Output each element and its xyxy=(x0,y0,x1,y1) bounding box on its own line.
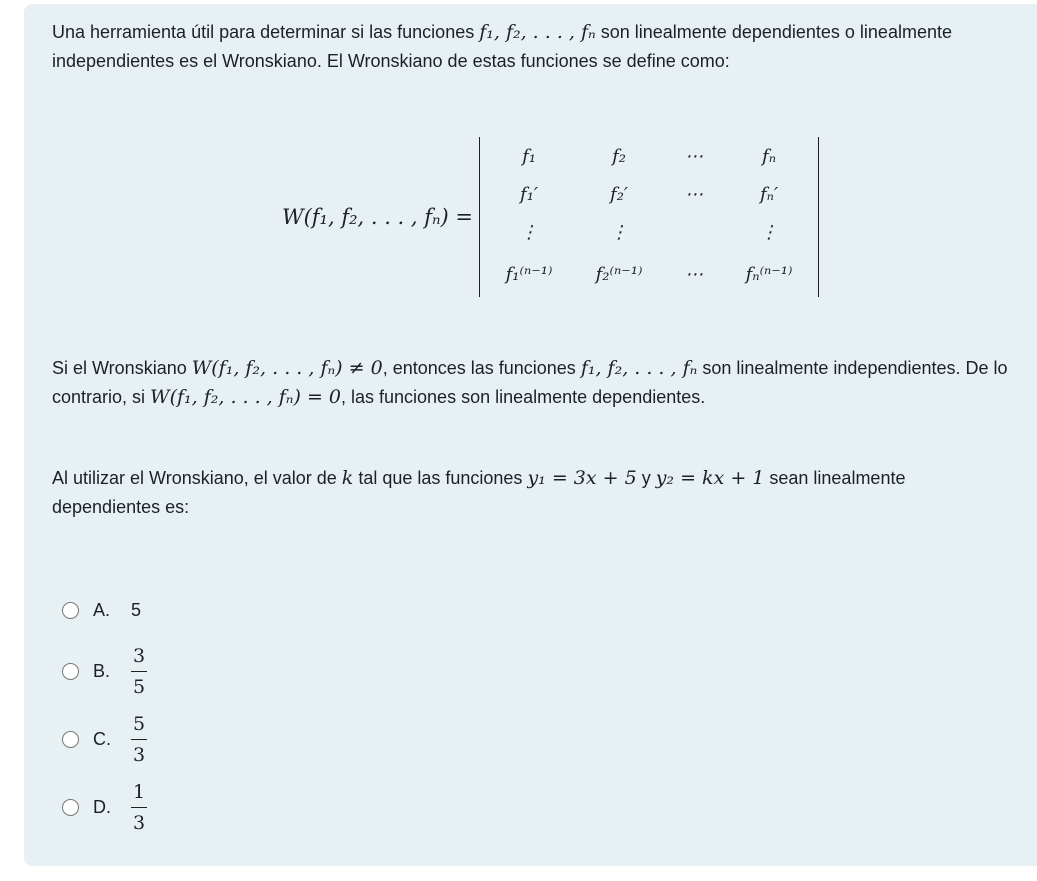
option-d[interactable] xyxy=(62,780,147,835)
radio-button[interactable] xyxy=(62,731,79,748)
matrix-cell: f₁⁽ⁿ⁻¹⁾ xyxy=(505,263,553,285)
radio-button[interactable] xyxy=(62,799,79,816)
matrix-cell: f₂ xyxy=(612,145,626,167)
numerator: 1 xyxy=(132,781,146,803)
condition-text: Si el Wronskiano W(f₁, f₂, . . . , fₙ) ≠ 0, entonces las funciones f₁, f₂, . . . , fₙ son linealmente independientes. De lo contrario, si W(f₁, f₂, . . . , fₙ) = 0, las funciones son linealmente dependientes. xyxy=(52,357,1008,408)
matrix-cell: ⋯ xyxy=(685,183,704,205)
matrix-cell: f₂′ xyxy=(610,183,628,205)
wronskian-formula xyxy=(282,134,819,300)
denominator: 5 xyxy=(132,676,146,698)
option-value: 5 xyxy=(131,600,142,620)
matrix-cell: ⋮ xyxy=(610,221,629,243)
matrix-cell: ⋮ xyxy=(760,221,779,243)
question-panel xyxy=(24,4,1037,866)
matrix-cell: fₙ⁽ⁿ⁻¹⁾ xyxy=(745,263,793,285)
option-fraction xyxy=(131,780,147,835)
option-fraction xyxy=(131,712,147,767)
determinant-matrix xyxy=(479,137,819,297)
matrix-cell: fₙ′ xyxy=(759,183,779,205)
matrix-cell: f₁′ xyxy=(520,183,538,205)
matrix-cell: ⋯ xyxy=(685,145,704,167)
option-fraction xyxy=(131,644,147,699)
matrix-cell: ⋮ xyxy=(520,221,539,243)
matrix-cell: f₂⁽ⁿ⁻¹⁾ xyxy=(595,263,643,285)
numerator: 3 xyxy=(132,645,146,667)
radio-button[interactable] xyxy=(62,602,79,619)
radio-button[interactable] xyxy=(62,663,79,680)
option-b[interactable] xyxy=(62,644,147,699)
option-label: B. xyxy=(93,661,111,681)
matrix-cell: fₙ xyxy=(762,145,776,167)
option-c[interactable] xyxy=(62,712,147,767)
denominator: 3 xyxy=(132,744,146,766)
matrix-cell: f₁ xyxy=(522,145,536,167)
option-label: A. xyxy=(93,600,111,620)
question-text: Al utilizar el Wronskiano, el valor de k tal que las funciones y₁ = 3x + 5 y y₂ = kx + 1 sean linealmente dependientes es: xyxy=(52,467,906,517)
intro-text: Una herramienta útil para determinar si las funciones f₁, f₂, . . . , fₙ son linealmente dependientes o linealmente independientes es el Wronskiano. El Wronskiano de estas funciones se define como: xyxy=(52,21,952,71)
denominator: 3 xyxy=(132,812,146,834)
matrix-cell: ⋯ xyxy=(685,263,704,285)
numerator: 5 xyxy=(132,713,146,735)
formula-lhs: W(f₁, f₂, . . . , fₙ) = xyxy=(282,205,474,229)
option-label: C. xyxy=(93,729,111,749)
option-a[interactable] xyxy=(62,600,141,621)
option-label: D. xyxy=(93,797,111,817)
